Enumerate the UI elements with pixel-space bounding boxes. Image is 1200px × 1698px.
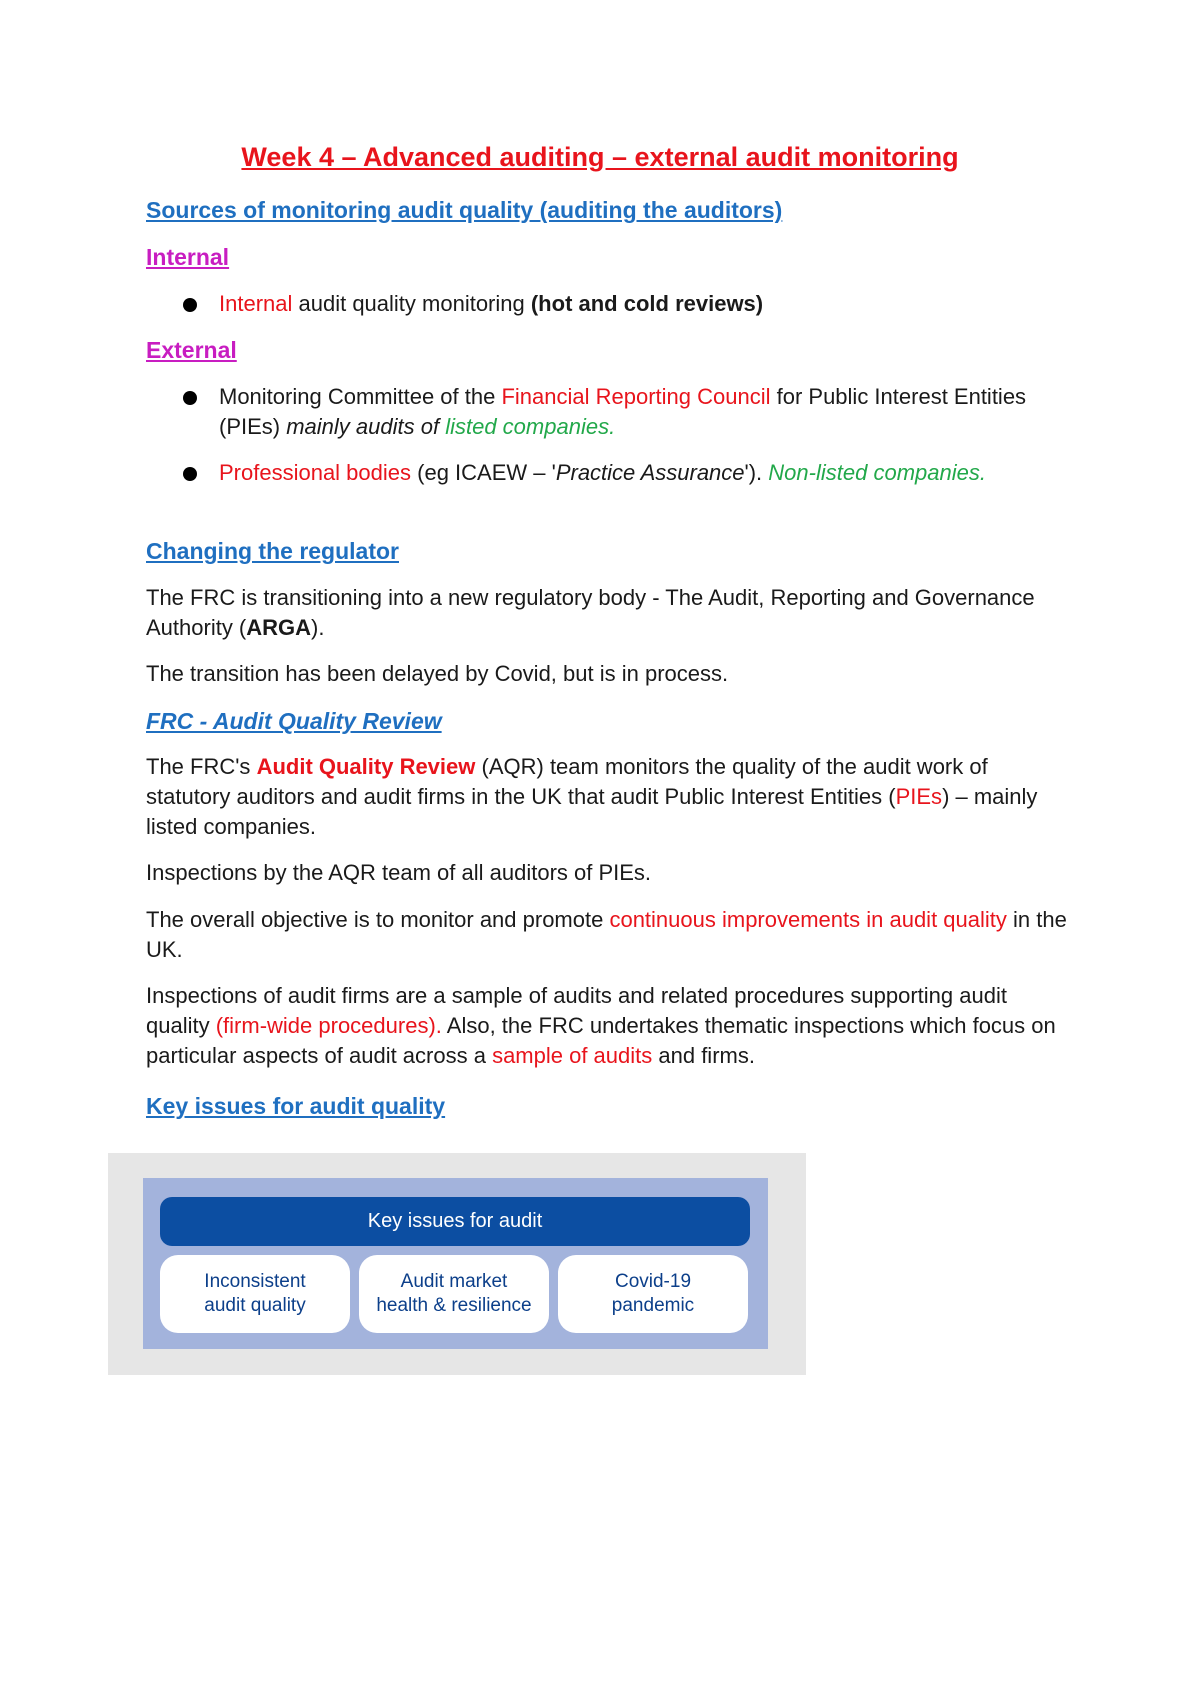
page-title: Week 4 – Advanced auditing – external audit monitoring bbox=[241, 142, 959, 172]
issue-box-covid: Covid-19 pandemic bbox=[558, 1255, 748, 1333]
internal-bullet: Internal audit quality monitoring (hot and cold reviews) bbox=[219, 289, 1069, 319]
aqr-paragraph-1: The FRC's Audit Quality Review (AQR) team monitors the quality of the audit work of statutory auditors and audit firms in the UK that audit Public Interest Entities (PIEs) – mainly listed companies. bbox=[146, 754, 1038, 839]
external-heading: External bbox=[146, 337, 237, 363]
changing-regulator-heading: Changing the regulator bbox=[146, 538, 399, 564]
aqr-paragraph-3: The overall objective is to monitor and promote continuous improvements in audit quality in the UK. bbox=[146, 907, 1067, 962]
sources-heading: Sources of monitoring audit quality (auditing the auditors) bbox=[146, 197, 783, 223]
bullet-dot bbox=[183, 467, 197, 481]
key-issues-heading: Key issues for audit quality bbox=[146, 1093, 446, 1119]
external-bullet-professional-bodies: Professional bodies (eg ICAEW – 'Practice Assurance'). Non-listed companies. bbox=[219, 458, 1069, 488]
external-bullet-frc: Monitoring Committee of the Financial Reporting Council for Public Interest Entities (PIEs) mainly audits of listed companies. bbox=[219, 382, 1069, 442]
issue-box-audit-market: Audit market health & resilience bbox=[359, 1255, 549, 1333]
regulator-paragraph-2: The transition has been delayed by Covid, but is in process. bbox=[146, 661, 729, 686]
bullet-dot bbox=[183, 391, 197, 405]
regulator-paragraph-1: The FRC is transitioning into a new regulatory body - The Audit, Reporting and Governance Authority (ARGA). bbox=[146, 585, 1035, 640]
bullet-dot bbox=[183, 298, 197, 312]
internal-heading: Internal bbox=[146, 244, 230, 270]
aqr-paragraph-4: Inspections of audit firms are a sample of audits and related procedures supporting audit quality (firm-wide procedures). Also, the FRC undertakes thematic inspections which focus on particular aspects of audit across a sample of audits and firms. bbox=[146, 983, 1056, 1068]
aqr-heading: FRC - Audit Quality Review bbox=[146, 708, 442, 734]
issue-box-inconsistent-quality: Inconsistent audit quality bbox=[160, 1255, 350, 1333]
aqr-paragraph-2: Inspections by the AQR team of all auditors of PIEs. bbox=[146, 860, 652, 885]
key-issues-figure-title: Key issues for audit bbox=[160, 1197, 750, 1246]
